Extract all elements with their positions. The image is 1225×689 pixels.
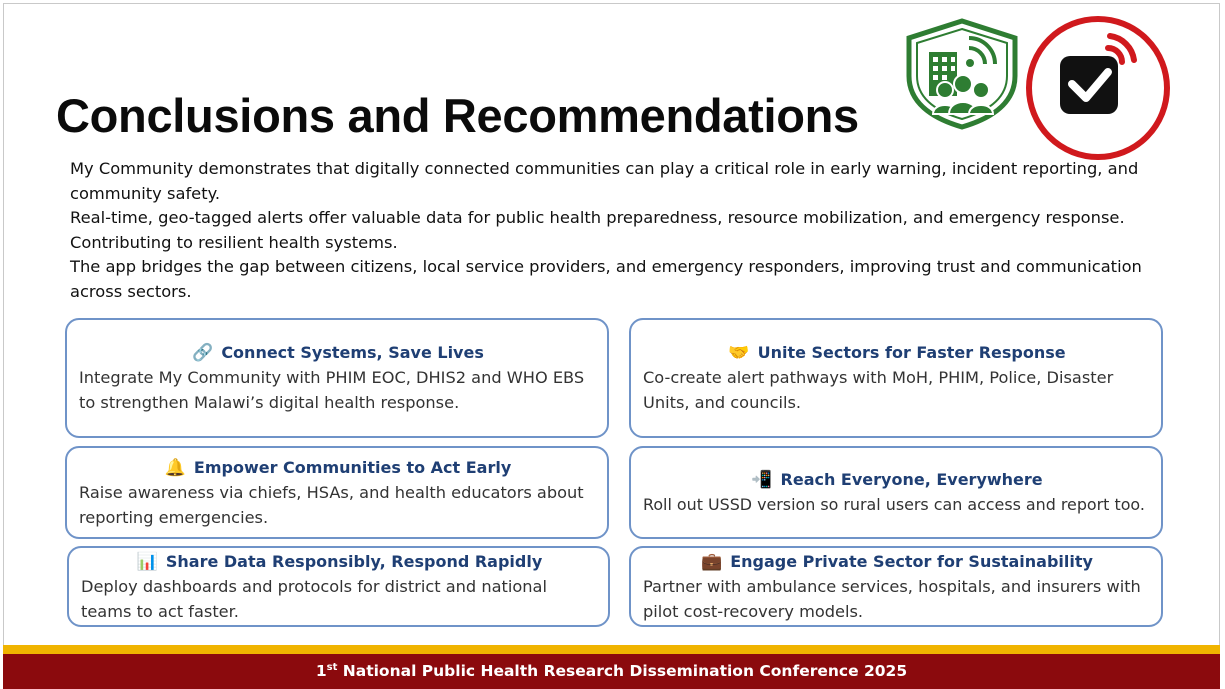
card-body: Partner with ambulance services, hospitals, and insurers with pilot cost-recovery models. xyxy=(643,576,1141,621)
handshake-icon: 🤝 xyxy=(728,343,750,363)
card-title: 🤝 Unite Sectors for Faster Response xyxy=(728,343,1066,363)
briefcase-icon: 💼 xyxy=(701,551,723,572)
footer-text: 1st National Public Health Research Dissemination Conference 2025 xyxy=(315,662,908,681)
card-title: 📲 Reach Everyone, Everywhere xyxy=(751,470,1043,490)
card-unite-sectors xyxy=(629,318,1163,438)
card-empower-communities xyxy=(65,446,609,539)
community-shield-logo-icon xyxy=(903,18,1021,130)
intro-text xyxy=(70,157,1165,304)
card-body: Roll out USSD version so rural users can access and report too. xyxy=(643,495,1145,514)
card-body: Deploy dashboards and protocols for district and national teams to act faster. xyxy=(81,576,547,621)
card-body: Co-create alert pathways with MoH, PHIM, Police, Disaster Units, and councils. xyxy=(643,368,1114,412)
card-title: 💼 Engage Private Sector for Sustainability xyxy=(701,551,1093,572)
page-title: Conclusions and Recommendations xyxy=(56,89,859,142)
alert-check-logo-icon xyxy=(1024,14,1172,162)
card-share-data xyxy=(67,546,610,627)
card-body: Raise awareness via chiefs, HSAs, and health educators about reporting emergencies. xyxy=(79,482,584,527)
footer-bar xyxy=(3,654,1220,689)
phone-icon: 📲 xyxy=(751,470,773,490)
card-title: 📊 Share Data Responsibly, Respond Rapidly xyxy=(136,551,543,572)
card-engage-private-sector xyxy=(629,546,1163,627)
bell-icon: 🔔 xyxy=(164,457,186,478)
link-icon: 🔗 xyxy=(192,343,214,363)
card-title: 🔗 Connect Systems, Save Lives xyxy=(192,343,484,363)
intro-paragraph: The app bridges the gap between citizens, local service providers, and emergency responders, improving trust and communication across sectors. xyxy=(70,257,1142,301)
footer-accent-bar xyxy=(3,645,1220,654)
intro-paragraph: My Community demonstrates that digitally connected communities can play a critical role in early warning, incident reporting, and community safety. xyxy=(70,159,1139,203)
intro-paragraph: Real-time, geo-tagged alerts offer valuable data for public health preparedness, resource mobilization, and emergency response. Contributing to resilient health systems. xyxy=(70,208,1125,252)
card-connect-systems xyxy=(65,318,609,438)
bar-chart-icon: 📊 xyxy=(136,551,158,572)
card-reach-everyone xyxy=(629,446,1163,539)
card-body: Integrate My Community with PHIM EOC, DHIS2 and WHO EBS to strengthen Malawi’s digital health response. xyxy=(79,368,585,412)
card-title: 🔔 Empower Communities to Act Early xyxy=(164,457,512,478)
